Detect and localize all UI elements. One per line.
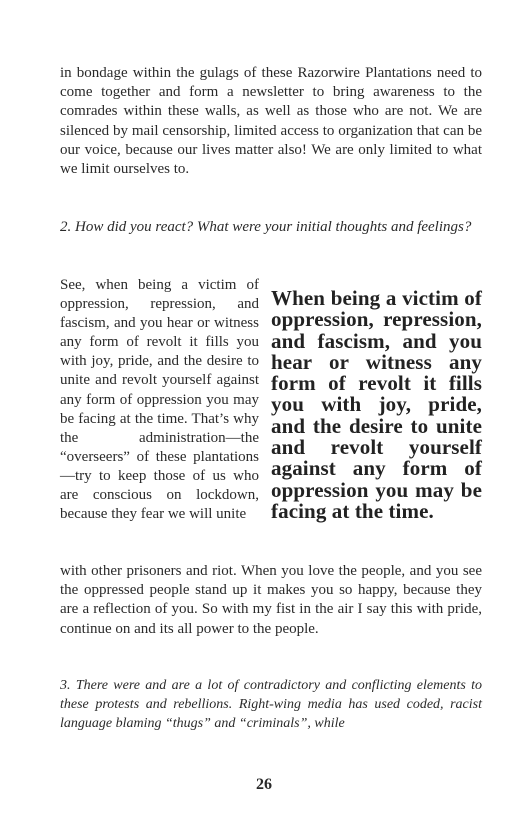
pull-quote: When being a victim of oppression, repression, and fascism, and you hear or witness any form of revolt it fills you with joy, pride, and the desire to unite and revolt yourself against any form of oppression you may be facing at the time. [271, 286, 482, 523]
intro-paragraph: in bondage within the gulags of these Razorwire Plantations need to come together and form a newsletter to bring awareness to the comrades within these walls, as well as those who are not. We are silenced by mail censorship, limited access to organization that can be our voice, because our lives matter also! We are only limited to what we limit ourselves to. [60, 65, 482, 178]
page-number: 26 [256, 776, 272, 793]
answer-continued: with other prisoners and riot. When you love the people, and you see the oppressed people stand up it makes you so happy, because they are a reflection of you. So with my fist in the air I say this with pride, continue on and its all power to the people. [60, 563, 482, 637]
question-3: 3. There were and are a lot of contradictory and conflicting elements to these protests and rebellions. Right-wing media has used coded, racist language blaming “thugs” and “criminals”, while [60, 678, 482, 732]
answer-left-column: See, when being a victim of oppression, repression, and fascism, and you hear or witness any form of revolt it fills you with joy, pride, and the desire to unite and revolt yourself against any form of oppression you may be facing at the time. That’s why the administration—the “overseers” of these plantations—try to keep those of us who are conscious on lockdown, because they fear we will unite [60, 277, 259, 523]
question-2: 2. How did you react? What were your initial thoughts and feelings? [60, 219, 472, 235]
